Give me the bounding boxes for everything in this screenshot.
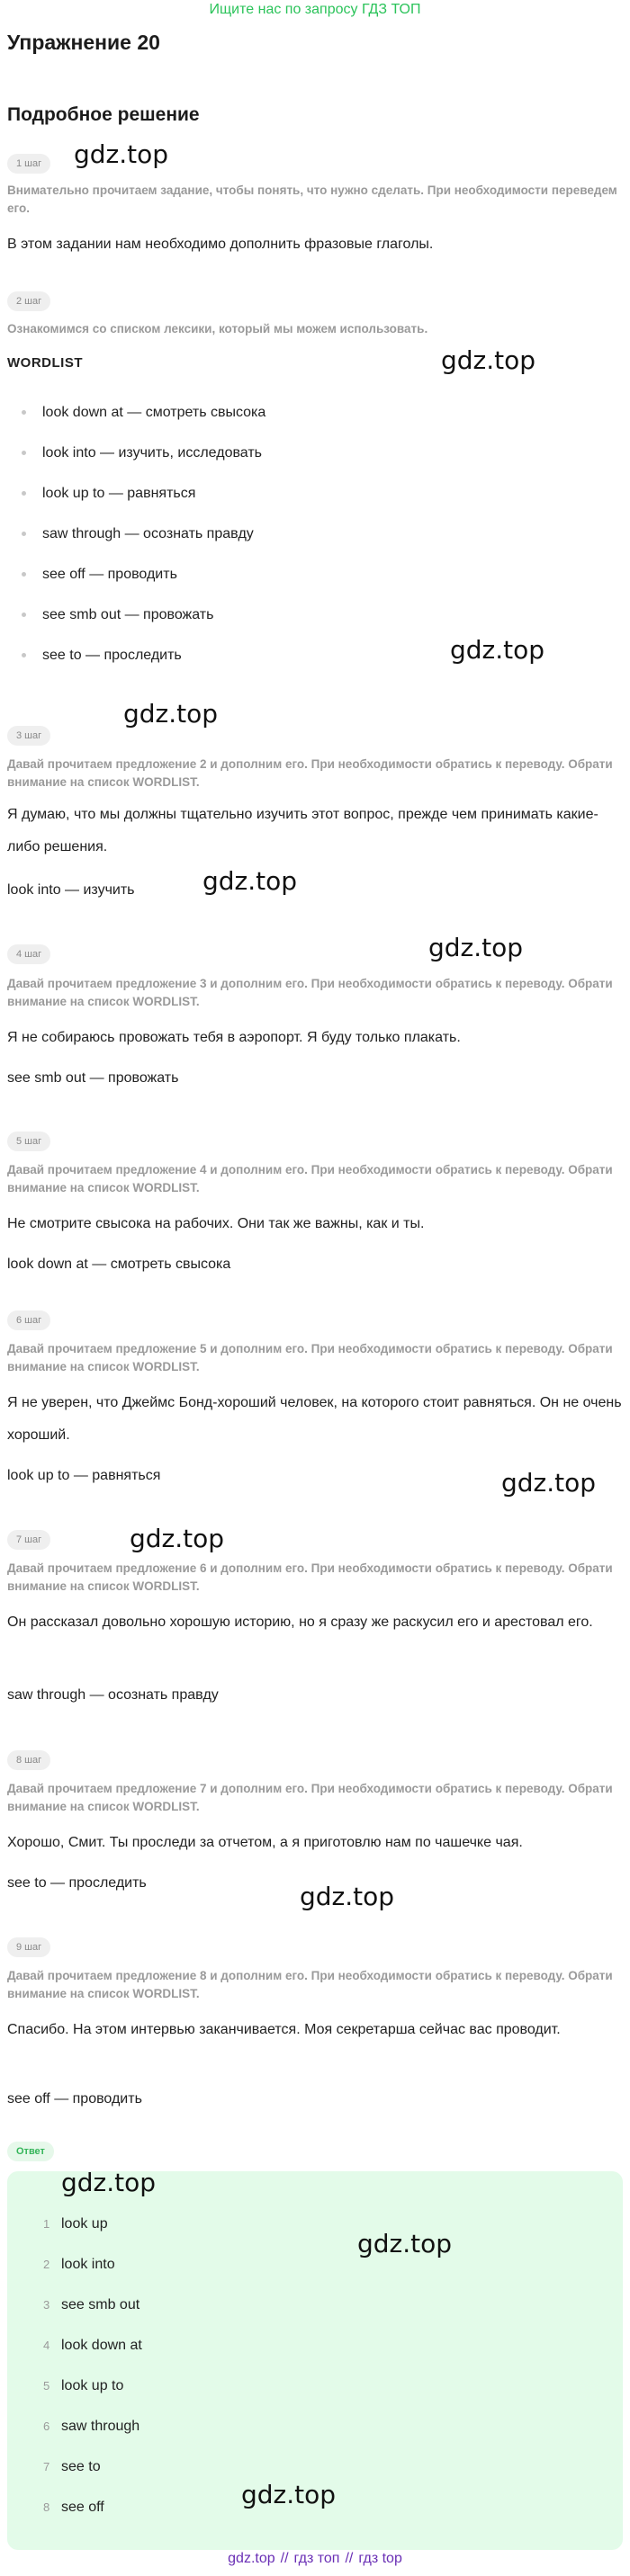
- step-badge: 5 шаг: [7, 1131, 50, 1151]
- answer-item: 4 look down at: [43, 2338, 142, 2353]
- answer-badge: Ответ: [7, 2142, 54, 2161]
- footer-separator: //: [345, 2551, 354, 2566]
- step-instruction: Давай прочитаем предложение 5 и дополним его. При необходимости обратись к переводу. Обрати внимание на список WORDLIST.: [7, 1342, 613, 1373]
- step-text: В этом задании нам необходимо дополнить фразовые глаголы.: [7, 237, 434, 252]
- wordlist-heading: WORDLIST: [7, 355, 83, 371]
- step-badge: 3 шаг: [7, 726, 50, 746]
- watermark: gdz.top: [202, 866, 298, 896]
- step-text: Я думаю, что мы должны тщательно изучить этот вопрос, прежде чем принимать какие-либо решения.: [7, 807, 598, 854]
- watermark: gdz.top: [74, 139, 169, 169]
- footer-separator: //: [280, 2551, 289, 2566]
- answer-item: 5 look up to: [43, 2378, 124, 2393]
- answer-item: 1 look up: [43, 2216, 108, 2232]
- step-instruction: Ознакомимся со списком лексики, который мы можем использовать.: [7, 322, 428, 335]
- watermark: gdz.top: [61, 2168, 157, 2197]
- wordlist-item: see off — проводить: [22, 564, 177, 586]
- bullet-icon: [22, 572, 26, 577]
- watermark: gdz.top: [428, 933, 524, 962]
- step-instruction: Давай прочитаем предложение 3 и дополним его. При необходимости обратись к переводу. Обрати внимание на список WORDLIST.: [7, 977, 613, 1008]
- step-badge: 7 шаг: [7, 1530, 50, 1550]
- watermark: gdz.top: [130, 1524, 225, 1553]
- watermark: gdz.top: [441, 345, 536, 375]
- step-answer: saw through — осознать правду: [7, 1687, 219, 1703]
- bullet-icon: [22, 613, 26, 617]
- bullet-icon: [22, 653, 26, 657]
- step-text: Я не собираюсь провожать тебя в аэропорт. Я буду только плакать.: [7, 1030, 461, 1045]
- search-hint-link[interactable]: Ищите нас по запросу ГДЗ ТОП: [209, 2, 421, 17]
- step-answer: look into — изучить: [7, 882, 135, 898]
- step-answer: see to — проследить: [7, 1875, 147, 1891]
- answer-item: 7 see to: [43, 2459, 101, 2474]
- step-instruction: Внимательно прочитаем задание, чтобы понять, что нужно сделать. При необходимости переведем его.: [7, 183, 617, 215]
- watermark: gdz.top: [450, 635, 545, 665]
- step-badge: 1 шаг: [7, 154, 50, 174]
- step-instruction: Давай прочитаем предложение 8 и дополним его. При необходимости обратись к переводу. Обрати внимание на список WORDLIST.: [7, 1969, 613, 2000]
- step-badge: 8 шаг: [7, 1750, 50, 1770]
- step-instruction: Давай прочитаем предложение 7 и дополним его. При необходимости обратись к переводу. Обрати внимание на список WORDLIST.: [7, 1782, 613, 1813]
- wordlist-item: look up to — равняться: [22, 483, 195, 505]
- wordlist-item: saw through — осознать правду: [22, 523, 254, 545]
- section-title: Подробное решение: [7, 104, 200, 125]
- footer-link-gdz-top-mixed[interactable]: гдз top: [358, 2551, 402, 2566]
- footer-links: [0, 2551, 630, 2567]
- watermark: gdz.top: [501, 1468, 597, 1498]
- bullet-icon: [22, 410, 26, 415]
- step-text: Спасибо. На этом интервью заканчивается. Моя секретарша сейчас вас проводит.: [7, 2022, 561, 2037]
- step-text: Я не уверен, что Джеймс Бонд-хороший человек, на которого стоит равняться. Он не очень хороший.: [7, 1395, 622, 1443]
- footer-link-gdz-top[interactable]: gdz.top: [228, 2551, 275, 2566]
- step-answer: see off — проводить: [7, 2091, 142, 2106]
- bullet-icon: [22, 532, 26, 536]
- wordlist-item: look into — изучить, исследовать: [22, 443, 262, 464]
- step-badge: 2 шаг: [7, 291, 50, 311]
- wordlist-item: see to — проследить: [22, 645, 182, 666]
- answer-item: 2 look into: [43, 2257, 115, 2272]
- step-text: Хорошо, Смит. Ты проследи за отчетом, а я приготовлю нам по чашечке чая.: [7, 1835, 523, 1850]
- watermark: gdz.top: [357, 2229, 453, 2258]
- step-text: Не смотрите свысока на рабочих. Они так же важны, как и ты.: [7, 1216, 425, 1231]
- wordlist-item: look down at — смотреть свысока: [22, 402, 266, 424]
- step-badge: 4 шаг: [7, 944, 50, 964]
- step-badge: 9 шаг: [7, 1937, 50, 1957]
- step-text: Он рассказал довольно хорошую историю, но я сразу же раскусил его и арестовал его.: [7, 1614, 593, 1630]
- page-title: Упражнение 20: [7, 31, 160, 54]
- step-answer: look up to — равняться: [7, 1468, 161, 1483]
- step-answer: see smb out — провожать: [7, 1070, 179, 1086]
- watermark: gdz.top: [241, 2480, 337, 2509]
- wordlist-item: see smb out — провожать: [22, 604, 213, 626]
- bullet-icon: [22, 491, 26, 496]
- step-instruction: Давай прочитаем предложение 4 и дополним его. При необходимости обратись к переводу. Обрати внимание на список WORDLIST.: [7, 1163, 613, 1194]
- answer-item: 3 see smb out: [43, 2297, 140, 2312]
- watermark: gdz.top: [123, 699, 219, 729]
- step-instruction: Давай прочитаем предложение 6 и дополним его. При необходимости обратись к переводу. Обрати внимание на список WORDLIST.: [7, 1561, 613, 1593]
- answer-item: 6 saw through: [43, 2419, 140, 2434]
- step-badge: 6 шаг: [7, 1310, 50, 1330]
- answer-item: 8 see off: [43, 2500, 104, 2515]
- step-answer: look down at — смотреть свысока: [7, 1257, 231, 1272]
- step-instruction: Давай прочитаем предложение 2 и дополним его. При необходимости обратись к переводу. Обрати внимание на список WORDLIST.: [7, 757, 613, 789]
- bullet-icon: [22, 451, 26, 455]
- footer-link-gdz-top-ru[interactable]: гдз топ: [293, 2551, 340, 2566]
- watermark: gdz.top: [300, 1882, 395, 1911]
